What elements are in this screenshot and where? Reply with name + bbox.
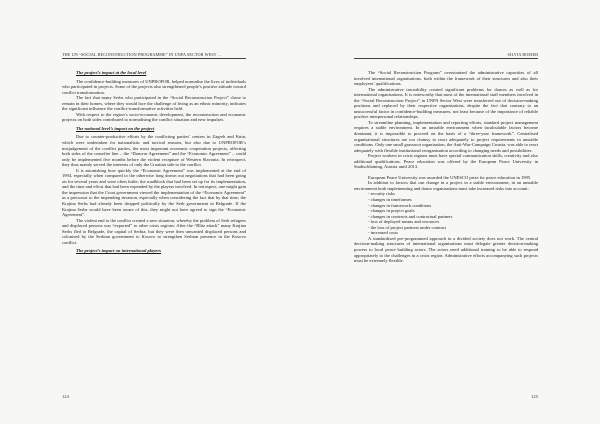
- paragraph: It is astonishing how quickly the “Economic Agreement” was implemented at the end of 1994, especially when compared to the otherwise long drawn out negotiations that had been going on for several years and were often futile; the roadblock that had been set up for its implementation, and the time and effort that had been expended by the players involved. In retrospect, one might gain the impression that the Croat government viewed the implementation of the “Economic Agreement” as a precursor to the impending invasion, especially when considering the fact that by that time, the Krajina Serbs had already been dropped politically by the Serb government in Belgrade. If the Krajina Serbs would have been aware of this, they might not have agreed to sign the “Economic Agreement”.: [62, 167, 246, 218]
- paragraph: Project workers in crisis regions must have special communication skills, creativity and also additional qualifications. Peace education was offered by the European Peace University in Stadtschlaining, Austria until 2013.: [354, 153, 538, 170]
- heading-national-impact: The national level’s impact on the project: [76, 125, 155, 131]
- italic-term: Kosovo: [141, 234, 156, 240]
- list-item: - changes in timeframes: [368, 197, 412, 203]
- list-item: - the loss of project partners under contract: [368, 224, 447, 230]
- list-item: - changes in framework conditions: [368, 202, 432, 208]
- paragraph: The “Social Reconstruction Program” overstrained the administrative capacities of all involved international organisations, both within the framework of their structures and also their employees’ qualifications.: [354, 70, 538, 87]
- paragraph: In addition to factors that can change in a project in a stable environment, in an unstable environment both implementing and donor organisations must take increased risks into account:: [354, 180, 538, 191]
- list-item: - increased costs: [368, 230, 399, 236]
- paragraph: The administrative traceability created significant problems for donors as well as for international organisations. It is noteworthy that most of the international staff members involved in the “Social Reconstruction Project” in UNPA Sector West were transferred out of decision-making positions and replaced by their respective organisations, despite the fact that contrary to an unsuccessful factor in confidence-building measures, not least because of the importance of reliable positive interpersonal relationships.: [354, 86, 538, 120]
- paragraph-text: The violent end to the conflict created a new situation, whereby the problem of Serb refugees and displaced persons was “exported” to other crisis regions: After the “Blitz attack” many Krajina Serbs fled to Belgrade, the capital of Serbia, but they were then unwanted displaced persons and colonised by the Serbian government to: [62, 217, 246, 240]
- paragraph: A standardised pre-programmed approach in a divided society does not work. The central decision-making structures of international organisations must delegate greater decision-making powers to local peace building actors. The actors need additional training to be able to respond appropriately to the challenges in a crisis region. Administrative efforts accompanying such projects must be extremely flexible.: [354, 235, 538, 264]
- risk-list: [354, 191, 538, 235]
- left-header-rule: [62, 58, 246, 59]
- right-page: [300, 0, 600, 424]
- paragraph: European Peace University was awarded the UNESCO prize for peace education in 1995.: [368, 174, 532, 180]
- paragraph: The confidence-building measures of UNPROFOR, helped normalise the lives of individuals who participated in projects. Some of the projects also strengthened people’s positive attitude toward conflict transformation.: [62, 78, 246, 95]
- heading-international-impact: The project’s impact on international players: [76, 248, 162, 254]
- paragraph: Due to counter-productive efforts by the conflicting parties’ centres in Zagreb and Knin, which were undertaken for nationalistic and tactical reasons, but also due to UNPROFOR’s misjudgement of the conflict parties, the most important economic cooperation projects, affecting both sides of the ceasefire line – the “Daruvar Agreement” and the “Economic Agreement” – could only be implemented five months before the violent recapture of Western Slavonia. In retrospect, they thus mainly served the interests of only the Croatian side to the conflict.: [62, 134, 246, 168]
- right-running-head: SILVIA BOEHM: [507, 52, 538, 57]
- left-running-head: THE UN “SOCIAL RECONSTRUCTION PROGRAMME” IN UNPA SECTOR WEST ...: [62, 52, 221, 57]
- right-page-body: [354, 70, 538, 264]
- left-page-number: 124: [62, 394, 69, 399]
- paragraph: The fact that many Serbs who participated in the “Social Reconstruction Project” chose to remain in their homes, where they would face the challenge of living as an ethnic minority, indicates the significant influence the conflict-transformative activities held.: [62, 95, 246, 112]
- paragraph-text: to strengthen Serbian presence in the Kosovo conflict.: [62, 234, 246, 245]
- left-page-body: [62, 70, 246, 257]
- right-header-rule: [354, 58, 538, 59]
- list-item: - changes in project goals: [368, 208, 415, 214]
- list-item: - loss of deployed means and resources: [368, 219, 440, 225]
- paragraph: [62, 218, 246, 246]
- list-item: - security risks: [368, 191, 395, 197]
- paragraph: To streamline planning, implementation and reporting efforts, standard project management requires a stable environment. In an unstable environment when incalculable factors become dominant, it is impossible to proceed on the basis of a “three-year framework”. Centralised organisational structures are too clumsy to react adequately to project requirements in unstable conditions. Only one small grassroot organisation, the Anti-War-Campaign Croatia, was able to react adequately with flexible institutional reorganisation according to changing needs and possibilities.: [354, 119, 538, 153]
- list-item: - changes in contracts and contractual partners: [368, 213, 453, 219]
- right-page-number: 125: [531, 394, 538, 399]
- heading-local-impact: The project’s impact at the local level: [76, 70, 147, 75]
- paragraph: With respect to the region’s socio-economic development, the reconstruction and economic projects on both sides contributed to normalising the conflict situation and new impulses.: [62, 111, 246, 123]
